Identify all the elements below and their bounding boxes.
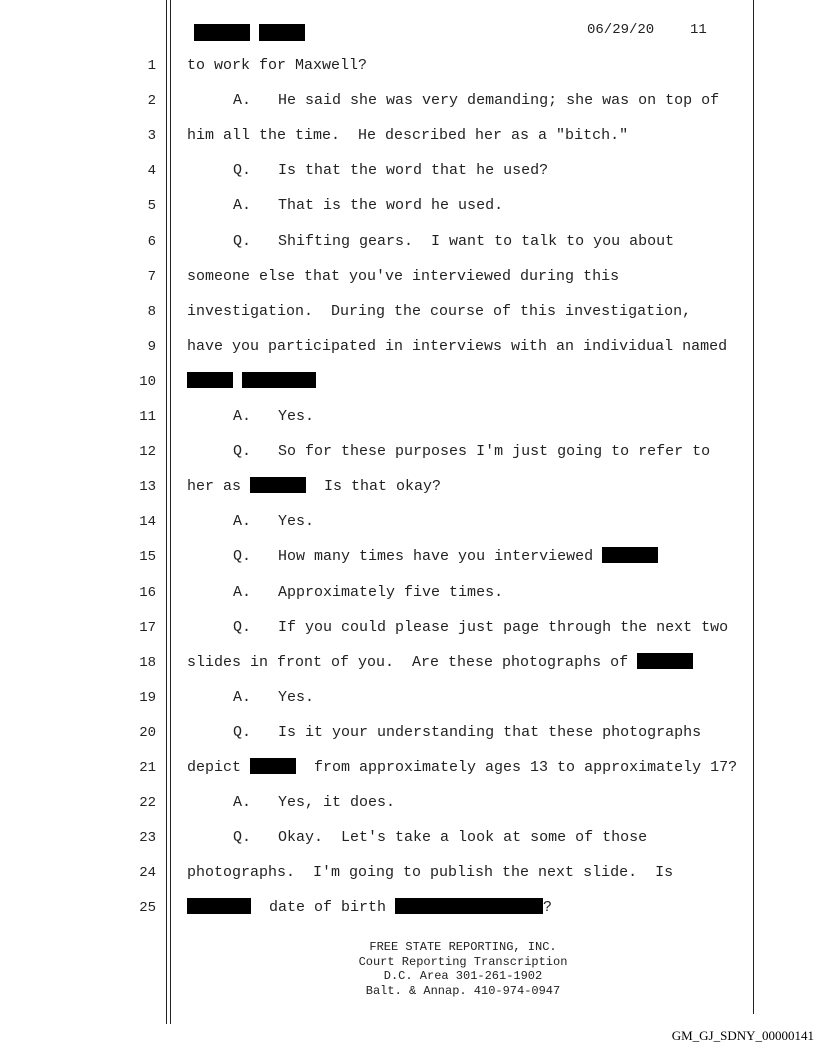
line-number: 16	[139, 584, 156, 601]
transcript-line	[0, 302, 816, 337]
text-segment: That is the word he used.	[278, 197, 504, 215]
line-text	[187, 863, 673, 883]
line-number: 10	[139, 373, 156, 390]
line-number: 24	[139, 865, 156, 882]
redaction-bar	[187, 372, 233, 388]
text-segment: her as	[187, 478, 251, 496]
line-text	[187, 477, 441, 497]
line-text	[187, 56, 367, 76]
transcript-line	[0, 337, 816, 372]
line-text	[233, 688, 314, 708]
redaction-bar	[602, 547, 658, 563]
transcript-line	[0, 196, 816, 231]
text-segment: Yes.	[278, 408, 315, 425]
transcript-line	[0, 898, 816, 933]
line-number: 1	[147, 58, 156, 74]
line-text	[233, 442, 710, 462]
line-text	[233, 161, 548, 181]
line-number: 6	[147, 233, 156, 250]
text-segment: Is that okay?	[306, 478, 442, 496]
transcript-line	[0, 407, 816, 442]
text-segment: investigation. During the course of this investigation,	[187, 302, 692, 320]
line-text	[233, 512, 314, 532]
line-number: 23	[139, 830, 156, 847]
redaction-bar	[395, 898, 543, 914]
text-segment: to work for Maxwell?	[187, 57, 368, 74]
line-number: 15	[139, 549, 156, 566]
line-number: 17	[139, 619, 156, 636]
page-header	[187, 22, 727, 42]
text-segment: depict	[187, 759, 251, 776]
footer-company: FREE STATE REPORTING, INC.	[369, 940, 557, 954]
transcript-line	[0, 56, 816, 91]
line-number: 18	[139, 654, 156, 671]
speaker-label: A.	[233, 197, 252, 215]
line-number: 25	[139, 900, 156, 917]
text-segment: someone else that you've interviewed during this	[187, 267, 620, 285]
text-segment: have you participated in interviews with an individual named	[187, 337, 728, 355]
line-number: 3	[147, 128, 156, 145]
line-text	[233, 407, 314, 427]
line-number: 8	[147, 303, 156, 320]
text-segment	[233, 373, 242, 390]
redaction-bar	[194, 24, 250, 41]
line-text	[233, 547, 658, 567]
line-text	[233, 583, 503, 603]
line-text	[187, 372, 316, 392]
redaction-bar	[637, 653, 693, 669]
text-segment: Yes.	[278, 688, 315, 706]
redaction-bar	[187, 898, 251, 914]
transcript-line	[0, 126, 816, 161]
transcript-line	[0, 828, 816, 863]
text-segment: How many times have you interviewed	[278, 548, 603, 566]
transcript-line	[0, 232, 816, 267]
line-text	[187, 337, 727, 357]
redaction-bar	[259, 24, 305, 41]
text-segment: Yes.	[278, 513, 315, 531]
text-segment: Shifting gears. I want to talk to you about	[278, 232, 675, 250]
line-text	[233, 91, 719, 111]
speaker-label: Q.	[233, 548, 252, 566]
speaker-label: Q.	[233, 443, 252, 461]
line-text	[233, 793, 395, 813]
text-segment: him all the time. He described her as a "bitch."	[187, 127, 629, 145]
line-number: 9	[147, 338, 156, 355]
line-text	[233, 723, 701, 743]
footer-dc-phone: D.C. Area 301-261-1902	[383, 969, 543, 983]
line-text	[187, 898, 552, 918]
bates-number: GM_GJ_SDNY_00000141	[671, 1028, 814, 1043]
line-number: 21	[139, 760, 156, 776]
line-text	[233, 828, 647, 848]
line-number: 11	[139, 409, 156, 425]
speaker-label: Q.	[233, 162, 252, 180]
transcript-line	[0, 161, 816, 196]
speaker-label: A.	[233, 408, 252, 425]
line-number: 7	[147, 268, 156, 285]
line-text	[233, 618, 728, 638]
text-segment: from approximately ages 13 to approximately 17?	[296, 759, 738, 776]
line-text	[187, 302, 691, 322]
transcript-line	[0, 583, 816, 618]
line-text	[187, 653, 693, 673]
line-number: 5	[147, 198, 156, 215]
transcript-line	[0, 653, 816, 688]
line-text	[187, 126, 628, 146]
transcript-line	[0, 442, 816, 477]
transcript-line	[0, 758, 816, 793]
speaker-label: A.	[233, 513, 252, 531]
text-segment: slides in front of you. Are these photographs of	[187, 653, 638, 671]
text-segment: Is that the word that he used?	[278, 162, 549, 180]
speaker-label: A.	[233, 583, 252, 601]
transcript-line	[0, 267, 816, 302]
text-segment: ?	[543, 899, 553, 917]
line-number: 2	[147, 93, 156, 110]
transcript-line	[0, 372, 816, 407]
speaker-label: A.	[233, 688, 252, 706]
transcript-line	[0, 688, 816, 723]
line-number: 19	[139, 689, 156, 706]
speaker-label: Q.	[233, 723, 252, 741]
redaction-bar	[250, 477, 306, 493]
text-segment: date of birth	[251, 899, 396, 917]
speaker-label: Q.	[233, 829, 252, 847]
footer-service: Court Reporting Transcription	[358, 954, 568, 969]
line-number: 12	[139, 444, 156, 461]
transcript-line	[0, 547, 816, 582]
text-segment: If you could please just page through the next two	[278, 618, 729, 636]
line-text	[187, 758, 737, 778]
text-segment: Yes, it does.	[278, 794, 396, 812]
line-number: 4	[147, 163, 156, 180]
footer	[300, 940, 626, 998]
line-number: 20	[139, 724, 156, 741]
text-segment: He said she was very demanding; she was on top of	[278, 92, 720, 110]
speaker-label: Q.	[233, 232, 252, 250]
line-text	[233, 196, 503, 216]
text-segment: Okay. Let's take a look at some of those	[278, 829, 648, 847]
text-segment: photographs. I'm going to publish the next slide. Is	[187, 864, 674, 882]
footer-balt-phone: Balt. & Annap. 410-974-0947	[365, 983, 561, 998]
transcript-line	[0, 91, 816, 126]
line-number: 22	[139, 795, 156, 812]
speaker-label: A.	[233, 794, 252, 812]
text-segment: Is it your understanding that these photographs	[278, 723, 702, 741]
transcript-line	[0, 618, 816, 653]
redaction-bar	[250, 758, 296, 774]
header-date: 06/29/20	[587, 22, 655, 38]
redaction-bar	[242, 372, 316, 388]
header-page-number: 11	[690, 22, 707, 38]
transcript-line	[0, 793, 816, 828]
speaker-label: A.	[233, 92, 252, 110]
transcript-line	[0, 477, 816, 512]
transcript-line	[0, 863, 816, 898]
transcript-line	[0, 512, 816, 547]
speaker-label: Q.	[233, 618, 252, 636]
line-text	[233, 232, 674, 252]
line-number: 13	[139, 479, 156, 496]
line-text	[187, 267, 619, 287]
line-number: 14	[139, 514, 156, 531]
transcript-line	[0, 723, 816, 758]
text-segment: So for these purposes I'm just going to refer to	[278, 443, 711, 461]
text-segment: Approximately five times.	[278, 583, 504, 601]
